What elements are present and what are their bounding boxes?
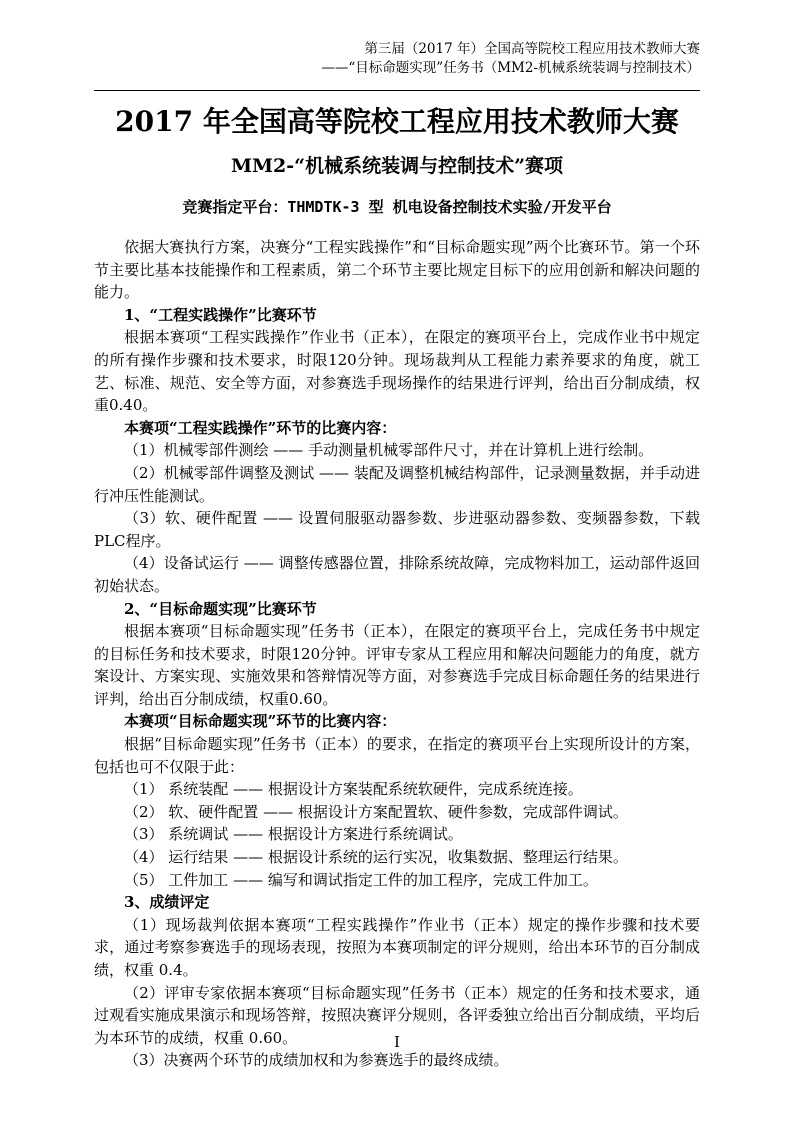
section-3-item-3: （3）决赛两个环节的成绩加权和为参赛选手的最终成绩。 bbox=[124, 1051, 509, 1070]
running-header bbox=[321, 40, 700, 78]
header-line-2: ——“目标命题实现”任务书（MM2-机械系统装调与控制技术） bbox=[321, 60, 700, 76]
document-subtitle: MM2-“机械系统装调与控制技术”赛项 bbox=[230, 155, 564, 177]
document-title: 2017 年全国高等院校工程应用技术教师大赛 bbox=[115, 105, 679, 138]
section-2-item-1: （1） 系统装配 —— 根据设计方案装配系统软硬件，完成系统连接。 bbox=[124, 780, 583, 799]
section-2-item-4: （4） 运行结果 —— 根据设计系统的运行实况，收集数据、整理运行结果。 bbox=[124, 848, 628, 867]
section-1-item-3: （3）软、硬件配置 —— 设置伺服驱动器参数、步进驱动器参数、变频器参数，下载PLC程序。 bbox=[94, 509, 700, 550]
section-1-item-2: （2）机械零部件调整及测试 —— 装配及调整机械结构部件，记录测量数据，并手动进行冲压性能测试。 bbox=[94, 463, 700, 505]
section-2-item-2: （2） 软、硬件配置 —— 根据设计方案配置软、硬件参数，完成部件调试。 bbox=[124, 802, 628, 821]
section-2-item-5: （5） 工件加工 —— 编写和调试指定工件的加工程序，完成工件加工。 bbox=[124, 870, 598, 889]
header-divider bbox=[94, 90, 700, 91]
section-heading-2: 2、“目标命题实现”比赛环节 bbox=[124, 599, 317, 618]
section-2-paragraph: 根据本赛项“目标命题实现”任务书（正本），在限定的赛项平台上，完成任务书中规定的目标任务和技术要求，时限120分钟。评审专家从工程应用和解决问题能力的角度，就方案设计、方案实现、实施效果和答辩情况等方面，对参赛选手完成目标命题任务的结果进行评判，给出百分制成绩，权重0.60。 bbox=[94, 622, 700, 708]
section-1-item-1: （1）机械零部件测绘 —— 手动测量机械零部件尺寸，并在计算机上进行绘制。 bbox=[124, 441, 654, 460]
section-1-content-heading: 本赛项“工程实践操作”环节的比赛内容： bbox=[124, 418, 397, 437]
section-1-item-4: （4）设备试运行 —— 调整传感器位置，排除系统故障，完成物料加工，运动部件返回初始状态。 bbox=[94, 554, 700, 595]
section-heading-3: 3、成绩评定 bbox=[124, 893, 210, 912]
document-body bbox=[94, 236, 700, 1072]
intro-paragraph: 依据大赛执行方案，决赛分“工程实践操作”和“目标命题实现”两个比赛环节。第一个环节主要比基本技能操作和工程素质，第二个环节主要比规定目标下的应用创新和解决问题的能力。 bbox=[94, 238, 700, 302]
section-3-item-1: （1）现场裁判依据本赛项“工程实践操作”作业书（正本）规定的操作步骤和技术要求，通过考察参赛选手的现场表现，按照为本赛项制定的评分规则，给出本环节的百分制成绩，权重 0.4。 bbox=[94, 915, 700, 979]
section-2-item-3: （3） 系统调试 —— 根据设计方案进行系统调试。 bbox=[124, 825, 463, 844]
section-2-content-heading: 本赛项“目标命题实现”环节的比赛内容： bbox=[124, 712, 397, 731]
section-2-intro: 根据“目标命题实现”任务书（正本）的要求，在指定的赛项平台上实现所设计的方案，包括也可不仅限于此： bbox=[94, 735, 700, 776]
section-3-item-2: （2）评审专家依据本赛项“目标命题实现”任务书（正本）规定的任务和技术要求，通过观看实施成果演示和现场答辩，按照决赛评分规则，各评委独立给出百分制成绩，平均后为本环节的成绩，权重 0.60。 bbox=[94, 983, 700, 1047]
platform-line: 竞赛指定平台：THMDTK-3 型 机电设备控制技术实验/开发平台 bbox=[182, 198, 612, 216]
section-1-paragraph: 根据本赛项“工程实践操作”作业书（正本），在限定的赛项平台上，完成作业书中规定的所有操作步骤和技术要求，时限120分钟。现场裁判从工程能力素养要求的角度，就工艺、标准、规范、安全等方面，对参赛选手现场操作的结果进行评判，给出百分制成绩，权重0.40。 bbox=[94, 328, 700, 415]
page-number: I bbox=[394, 1033, 400, 1051]
header-line-1: 第三届（2017 年）全国高等院校工程应用技术教师大赛 bbox=[364, 41, 700, 57]
section-heading-1: 1、“工程实践操作”比赛环节 bbox=[124, 305, 317, 324]
